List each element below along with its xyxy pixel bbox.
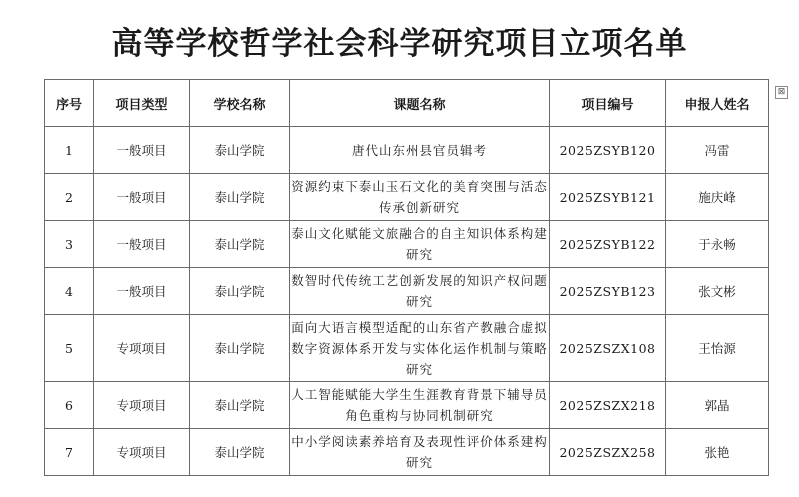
cell-index: 3 xyxy=(45,221,94,268)
cell-school: 泰山学院 xyxy=(190,221,290,268)
cell-topic: 人工智能赋能大学生生涯教育背景下辅导员角色重构与协同机制研究 xyxy=(290,382,550,429)
cell-type: 一般项目 xyxy=(94,221,190,268)
cell-school: 泰山学院 xyxy=(190,127,290,174)
cell-topic: 中小学阅读素养培育及表现性评价体系建构研究 xyxy=(290,429,550,476)
table-row xyxy=(45,127,769,174)
header-school: 学校名称 xyxy=(190,80,290,127)
table-row xyxy=(45,174,769,221)
cell-school: 泰山学院 xyxy=(190,429,290,476)
table-row xyxy=(45,315,769,382)
header-type: 项目类型 xyxy=(94,80,190,127)
cell-code: 2025ZSYB123 xyxy=(550,268,666,315)
cell-school: 泰山学院 xyxy=(190,268,290,315)
cell-topic: 泰山文化赋能文旅融合的自主知识体系构建研究 xyxy=(290,221,550,268)
cell-index: 2 xyxy=(45,174,94,221)
cell-index: 1 xyxy=(45,127,94,174)
cell-applicant: 于永畅 xyxy=(666,221,769,268)
cell-index: 7 xyxy=(45,429,94,476)
cell-topic: 唐代山东州县官员辑考 xyxy=(290,127,550,174)
cell-code: 2025ZSZX218 xyxy=(550,382,666,429)
cell-code: 2025ZSYB122 xyxy=(550,221,666,268)
cell-applicant: 张文彬 xyxy=(666,268,769,315)
header-code: 项目编号 xyxy=(550,80,666,127)
cell-applicant: 施庆峰 xyxy=(666,174,769,221)
cell-applicant: 冯雷 xyxy=(666,127,769,174)
cell-school: 泰山学院 xyxy=(190,174,290,221)
cell-type: 专项项目 xyxy=(94,315,190,382)
table-row xyxy=(45,429,769,476)
cell-applicant: 王怡源 xyxy=(666,315,769,382)
cell-topic: 数智时代传统工艺创新发展的知识产权问题研究 xyxy=(290,268,550,315)
cell-type: 一般项目 xyxy=(94,268,190,315)
cell-code: 2025ZSYB121 xyxy=(550,174,666,221)
cell-school: 泰山学院 xyxy=(190,382,290,429)
header-index: 序号 xyxy=(45,80,94,127)
cell-code: 2025ZSZX258 xyxy=(550,429,666,476)
table-header-row xyxy=(45,80,769,127)
project-list-table xyxy=(44,79,769,476)
cell-index: 6 xyxy=(45,382,94,429)
cell-index: 4 xyxy=(45,268,94,315)
cell-index: 5 xyxy=(45,315,94,382)
cell-type: 专项项目 xyxy=(94,429,190,476)
cell-topic: 资源约束下泰山玉石文化的美育突围与活态传承创新研究 xyxy=(290,174,550,221)
cell-applicant: 张艳 xyxy=(666,429,769,476)
cell-topic: 面向大语言模型适配的山东省产教融合虚拟数字资源体系开发与实体化运作机制与策略研究 xyxy=(290,315,550,382)
table-row xyxy=(45,268,769,315)
cell-code: 2025ZSYB120 xyxy=(550,127,666,174)
page-title: 高等学校哲学社会科学研究项目立项名单 xyxy=(111,26,688,62)
header-applicant: 申报人姓名 xyxy=(666,80,769,127)
cell-type: 专项项目 xyxy=(94,382,190,429)
cell-code: 2025ZSZX108 xyxy=(550,315,666,382)
cell-type: 一般项目 xyxy=(94,127,190,174)
table-row xyxy=(45,382,769,429)
cell-school: 泰山学院 xyxy=(190,315,290,382)
close-box-icon[interactable]: ⊠ xyxy=(775,86,788,99)
cell-applicant: 郭晶 xyxy=(666,382,769,429)
table-row xyxy=(45,221,769,268)
header-topic: 课题名称 xyxy=(290,80,550,127)
cell-type: 一般项目 xyxy=(94,174,190,221)
